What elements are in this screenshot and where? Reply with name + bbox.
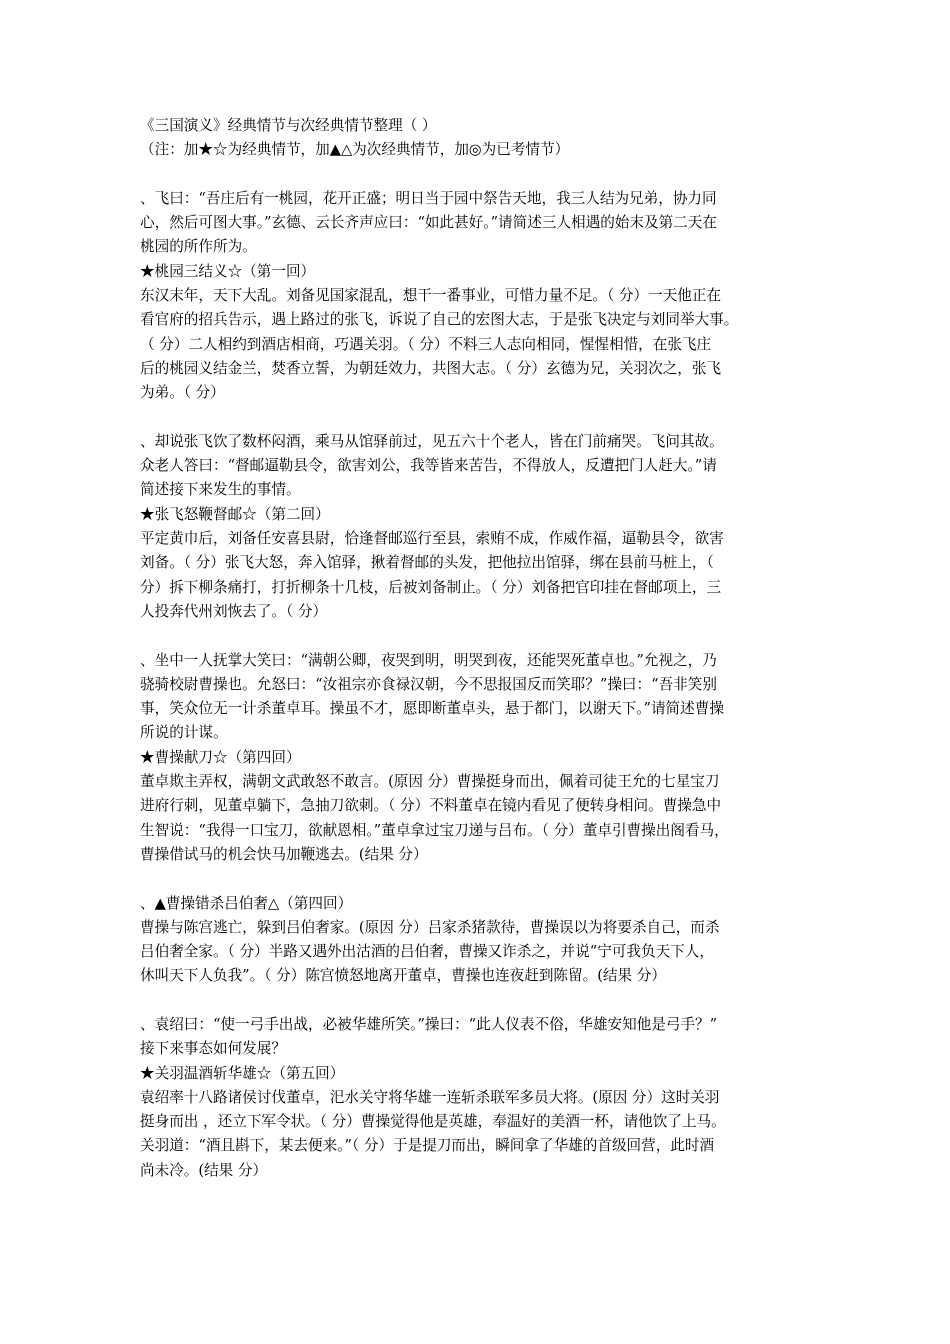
text-line: 为弟。（ 分） bbox=[140, 384, 225, 402]
text-line: 、坐中一人抚掌大笑曰：“满朝公卿，夜哭到明，明哭到夜，还能哭死董卓也。”允视之，乃 bbox=[140, 651, 717, 669]
text-line: 刘备。（ 分）张飞大怒，奔入馆驿，揪着督邮的头发，把他拉出馆驿，绑在县前马桩上，（ bbox=[140, 554, 714, 572]
text-line: 吕伯奢全家。（ 分）半路又遇外出沽酒的吕伯奢，曹操又诈杀之，并说“宁可我负天下人， bbox=[140, 943, 714, 961]
text-line: 进府行刺，见董卓躺下，急抽刀欲刺。（ 分）不料董卓在镜内看见了便转身相问。曹操急中 bbox=[140, 797, 722, 815]
text-line: 袁绍率十八路诸侯讨伐董卓，汜水关守将华雄一连斩杀联军多员大将。(原因 分）这时关羽 bbox=[140, 1088, 720, 1106]
text-line: 众老人答曰：“督邮逼勒县令，欲害刘公，我等皆来苦告，不得放人，反遭把门人赶大。”请 bbox=[140, 457, 717, 475]
text-line: 关羽道：“酒且斟下，某去便来。”（ 分）于是提刀而出，瞬间拿了华雄的首级回营，此时酒 bbox=[140, 1137, 715, 1155]
question-section bbox=[140, 187, 820, 406]
question-section bbox=[140, 430, 820, 624]
spacer bbox=[140, 163, 820, 187]
text-line: 看官府的招兵告示，遇上路过的张飞，诉说了自己的宏图大志，于是张飞决定与刘同举大事。 bbox=[140, 311, 739, 329]
text-line: 、▲曹操错杀吕伯奢△（第四回） bbox=[140, 894, 353, 912]
text-line: 生智说：“我得一口宝刀，欲献恩相。”董卓拿过宝刀递与吕布。（ 分）董卓引曹操出阁看马， bbox=[140, 821, 729, 839]
text-line: 东汉末年，天下大乱。刘备见国家混乱，想干一番事业，可惜力量不足。（ 分）一天他正在 bbox=[140, 287, 722, 305]
text-line: 简述接下来发生的事情。 bbox=[140, 481, 301, 499]
spacer bbox=[140, 406, 820, 430]
text-line: 桃园的所作所为。 bbox=[140, 238, 257, 256]
question-section bbox=[140, 649, 820, 868]
question-section bbox=[140, 1013, 820, 1183]
text-line: 骁骑校尉曹操也。允怒曰：“汝祖宗亦食禄汉朝，今不思报国反而笑耶？”操曰：“吾非笑别 bbox=[140, 675, 717, 693]
spacer bbox=[140, 989, 820, 1013]
text-line: 尚未冷。(结果 分） bbox=[140, 1161, 268, 1179]
text-line: 人投奔代州刘恢去了。（ 分） bbox=[140, 602, 328, 620]
text-line: ★曹操献刀☆（第四回） bbox=[140, 748, 301, 766]
text-line: ★桃园三结义☆（第一回） bbox=[140, 262, 316, 280]
text-line: 所说的计谋。 bbox=[140, 724, 228, 742]
text-line: 休叫天下人负我”。（ 分）陈宫愤怒地离开董卓，曹操也连夜赶到陈留。(结果 分） bbox=[140, 967, 666, 985]
text-line: 平定黄巾后，刘备任安喜县尉，恰逢督邮巡行至县，索贿不成，作威作福，逼勒县令，欲害 bbox=[140, 530, 724, 548]
text-line: ★张飞怒鞭督邮☆（第二回） bbox=[140, 505, 330, 523]
document-note: （注：加★☆为经典情节，加▲△为次经典情节，加◎为已考情节） bbox=[140, 141, 570, 159]
text-line: 后的桃园义结金兰，焚香立誓，为朝廷效力，共图大志。（ 分）玄德为兄，关羽次之，张飞 bbox=[140, 359, 722, 377]
text-line: 分）拆下柳条痛打，打折柳条十几枝，后被刘备制止。（ 分）刘备把官印挂在督邮项上，三 bbox=[140, 578, 722, 596]
text-line: 、却说张飞饮了数杯闷酒，乘马从馆驿前过，见五六十个老人，皆在门前痛哭。飞问其故。 bbox=[140, 432, 724, 450]
spacer bbox=[140, 867, 820, 891]
question-section bbox=[140, 892, 820, 989]
text-line: 曹操借试马的机会快马加鞭逃去。(结果 分） bbox=[140, 845, 428, 863]
text-line: （ 分）二人相约到酒店相商，巧遇关羽。（ 分）不料三人志向相同，惺惺相惜，在张飞庄 bbox=[140, 335, 712, 353]
text-line: 董卓欺主弄权，满朝文武敢怒不敢言。(原因 分）曹操挺身而出，佩着司徒王允的七星宝刀 bbox=[140, 773, 720, 791]
document-title: 《三国演义》经典情节与次经典情节整理（ ） bbox=[140, 117, 437, 134]
text-line: 接下来事态如何发展？ bbox=[140, 1040, 286, 1058]
spacer bbox=[140, 624, 820, 648]
text-line: 、袁绍曰：“使一弓手出战，必被华雄所笑。”操曰：“此人仪表不俗，华雄安知他是弓手？” bbox=[140, 1015, 718, 1033]
text-line: ★关羽温酒斩华雄☆（第五回） bbox=[140, 1064, 345, 1082]
text-line: 心，然后可图大事。”玄德、云长齐声应曰：“如此甚好。”请简述三人相遇的始末及第二天在 bbox=[140, 214, 717, 232]
sections-container bbox=[140, 187, 820, 1183]
text-line: 事，笑众位无一计杀董卓耳。操虽不才，愿即断董卓头，悬于都门，以谢天下。”请简述曹操 bbox=[140, 700, 724, 718]
document-page bbox=[140, 114, 820, 1183]
text-line: 挺身而出 ，还立下军令状。（ 分）曹操觉得他是英雄，奉温好的美酒一杯，请他饮了上马。 bbox=[140, 1113, 726, 1131]
text-line: 、飞曰：“吾庄后有一桃园，花开正盛；明日当于园中祭告天地，我三人结为兄弟，协力同 bbox=[140, 189, 717, 207]
text-line: 曹操与陈宫逃亡，躲到吕伯奢家。(原因 分）吕家杀猪款待，曹操误以为将要杀自己，而杀 bbox=[140, 918, 720, 936]
